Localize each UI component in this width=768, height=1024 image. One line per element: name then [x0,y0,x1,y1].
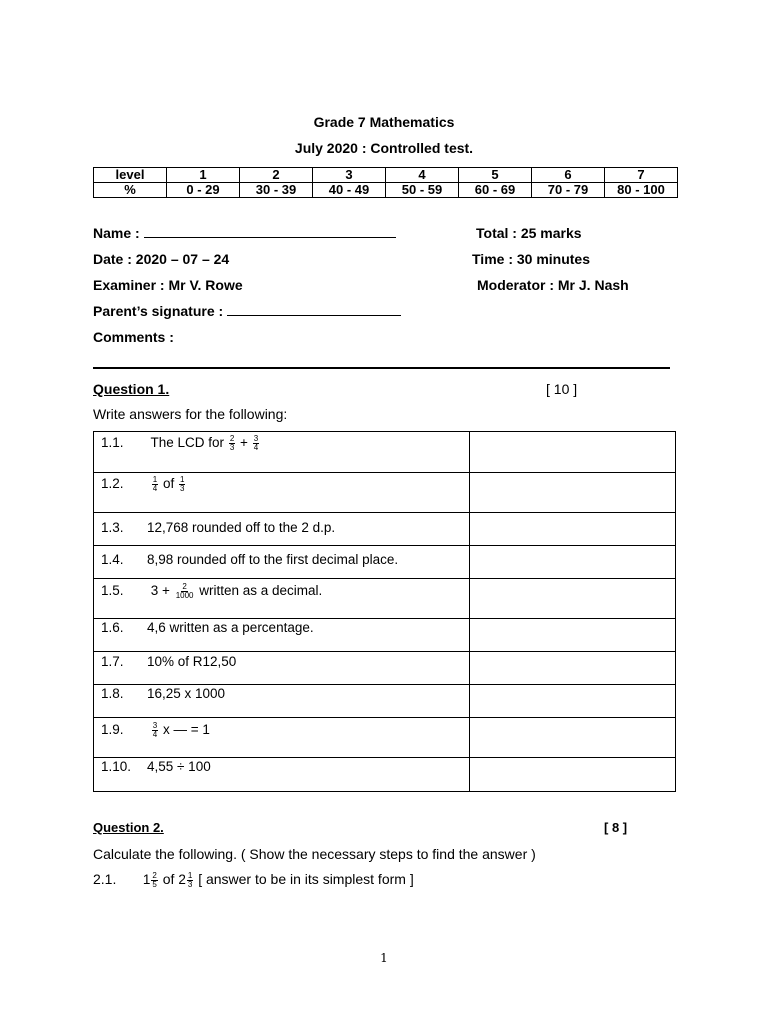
level-cell: 3 [313,168,386,183]
item-text: of [162,476,175,492]
table-row [94,718,676,758]
moderator: Moderator : Mr J. Nash [477,277,629,293]
table-row [94,619,676,652]
numerator: 3 [253,434,259,443]
operator: + [240,435,248,451]
item-text: 16,25 x 1000 [147,686,226,701]
answer-cell[interactable] [470,579,676,619]
total-marks: Total : 25 marks [476,225,582,241]
question-cell [94,718,470,758]
level-cell: 7 [605,168,678,183]
item-number: 1.7. [101,654,124,669]
question-cell [94,652,470,685]
fraction [152,722,158,739]
level-row [94,168,678,183]
fraction [229,435,235,452]
parent-signature-field[interactable] [93,303,401,319]
denominator: 3 [187,879,193,889]
item-number: 1.5. [101,583,124,599]
answer-cell[interactable] [470,473,676,513]
percent-cell: 80 - 100 [605,183,678,198]
fraction [253,435,259,452]
name-field[interactable] [93,225,396,241]
parent-signature-label: Parent’s signature : [93,303,224,319]
answer-cell[interactable] [470,619,676,652]
item-text: 10% of R12,50 [147,654,237,669]
percent-cell: 0 - 29 [167,183,240,198]
level-cell: 4 [386,168,459,183]
item-number: 1.3. [101,520,124,535]
numerator: 2 [152,870,157,880]
percent-cell: % [94,183,167,198]
item-text: x — = 1 [162,722,210,738]
percent-cell: 50 - 59 [386,183,459,198]
fraction [179,476,185,493]
question-cell [94,473,470,513]
fraction [175,583,195,600]
answer-cell[interactable] [470,685,676,718]
item-number: 1.6. [101,620,124,635]
level-cell: 2 [240,168,313,183]
table-row [94,546,676,579]
item-text: The LCD for [150,435,225,451]
item-text: 8,98 rounded off to the first decimal place. [147,552,399,567]
percent-cell: 70 - 79 [532,183,605,198]
question-cell [94,579,470,619]
question-cell [94,546,470,579]
level-cell: 6 [532,168,605,183]
answer-cell[interactable] [470,652,676,685]
answer-cell[interactable] [470,758,676,792]
numerator: 2 [182,582,187,591]
question1-heading: Question 1. [93,381,170,397]
level-table [93,167,678,198]
denominator: 5 [152,879,157,889]
table-row [94,685,676,718]
table-row [94,513,676,546]
examiner: Examiner : Mr V. Rowe [93,277,243,293]
answer-cell[interactable] [470,718,676,758]
page-number: 1 [380,951,388,965]
name-label: Name : [93,225,140,241]
item-number: 1.8. [101,686,124,701]
question2-item [93,871,414,889]
level-cell: 5 [459,168,532,183]
item-number: 1.2. [101,476,124,492]
question-cell [94,432,470,473]
denominator: 3 [229,443,235,452]
denominator: 4 [152,730,158,739]
question-cell [94,685,470,718]
percent-row [94,183,678,198]
numerator: 3 [152,721,158,730]
table-row [94,473,676,513]
table-row [94,652,676,685]
denominator: 4 [253,443,259,452]
numerator: 1 [187,870,193,880]
document-subtitle: July 2020 : Controlled test. [294,140,474,156]
table-row [94,579,676,619]
numerator: 1 [180,475,185,484]
item-text: written as a decimal. [199,583,323,599]
item-number: 1.9. [101,722,124,738]
item-text: 4,6 written as a percentage. [147,620,314,635]
whole-part: 1 [142,872,151,887]
denominator: 3 [180,484,185,493]
test-date: Date : 2020 – 07 – 24 [93,251,230,267]
comments-line [93,367,670,369]
percent-cell: 40 - 49 [313,183,386,198]
level-cell: 1 [167,168,240,183]
question1-instruction: Write answers for the following: [93,406,288,422]
parent-signature-line[interactable] [227,303,401,316]
numerator: 1 [152,475,158,484]
question1-marks: [ 10 ] [546,381,578,397]
fraction [151,872,157,889]
question-cell [94,513,470,546]
item-number: 1.1. [101,435,124,451]
answer-cell[interactable] [470,546,676,579]
table-row [94,758,676,792]
document-title: Grade 7 Mathematics [313,114,455,130]
question2-heading: Question 2. [93,820,164,835]
item-number: 1.4. [101,552,124,567]
name-line[interactable] [144,225,396,238]
fraction [187,872,193,889]
item-text: 12,768 rounded off to the 2 d.p. [147,520,336,535]
table-row [94,432,676,473]
item-text: 4,55 ÷ 100 [147,759,211,774]
question-cell [94,619,470,652]
question2-marks: [ 8 ] [604,820,628,835]
item-text: [ answer to be in its simplest form ] [198,871,414,887]
answer-cell[interactable] [470,432,676,473]
level-cell: level [94,168,167,183]
question-cell [94,758,470,792]
item-text: of [162,871,175,887]
item-number: 1.10. [101,759,132,774]
whole-part: 2 [178,872,186,887]
question1-table [93,431,676,792]
numerator: 2 [229,434,235,443]
denominator: 4 [152,484,158,493]
denominator: 1000 [175,591,194,600]
mixed-number [178,872,194,887]
answer-cell[interactable] [470,513,676,546]
fraction [152,476,158,493]
comments-label: Comments : [93,329,174,345]
percent-cell: 60 - 69 [459,183,532,198]
item-text: 3 + [150,583,170,599]
question2-instruction: Calculate the following. ( Show the necessary steps to find the answer ) [93,846,536,862]
percent-cell: 30 - 39 [240,183,313,198]
mixed-number [143,872,159,887]
item-number: 2.1. [93,871,117,887]
test-time: Time : 30 minutes [472,251,591,267]
